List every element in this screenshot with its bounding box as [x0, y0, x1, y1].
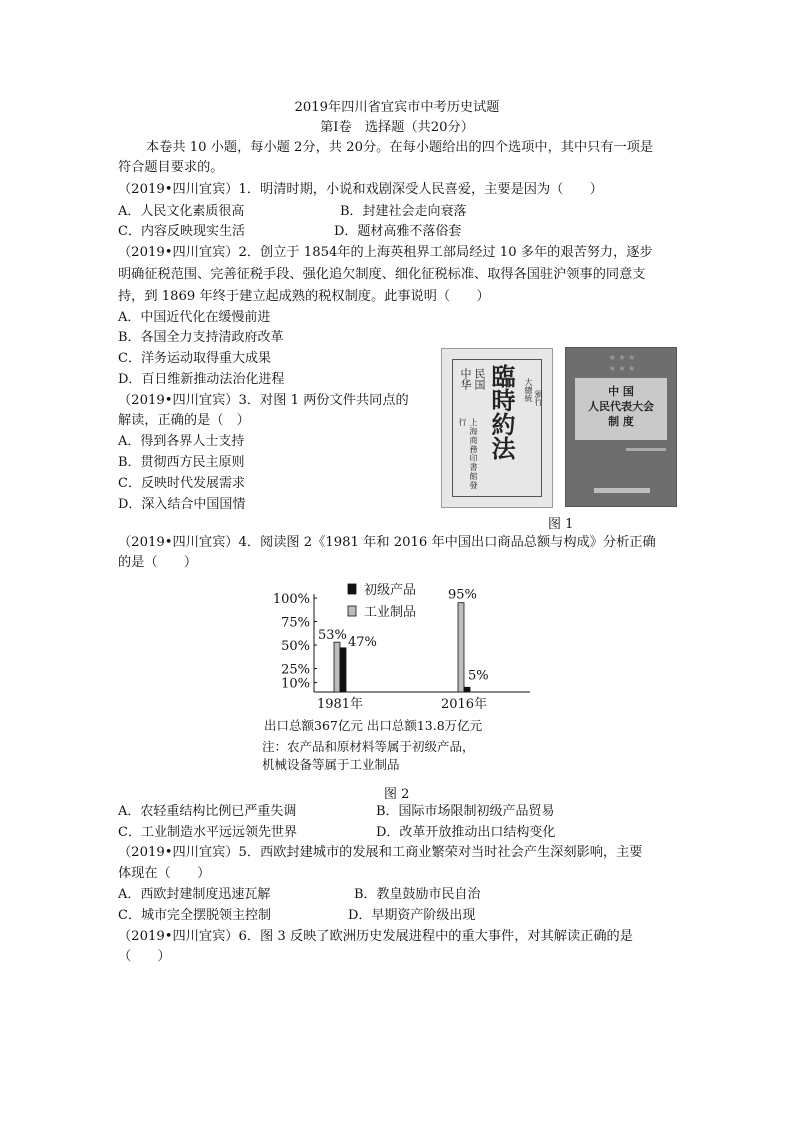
q3-source: （2019•四川宜宾）	[118, 393, 239, 408]
section-heading: 第Ⅰ卷 选择题（共20分）	[320, 120, 474, 135]
q3-option-d[interactable]: D．深入结合中国国情	[118, 497, 246, 512]
figure2-export-chart	[262, 576, 542, 716]
q2-option-a[interactable]: A．中国近代化在缓慢前进	[118, 310, 271, 325]
figure2-export-totals: 出口总额367亿元 出口总额13.8万亿元	[264, 718, 483, 733]
book-title-line-3: 制 度	[608, 415, 634, 428]
q1-stem-text: 1．明清时期，小说和戏剧深受人民喜爱，主要是因为（ ）	[238, 182, 603, 197]
q3-stem-text-1: 3．对图 1 两份文件共同点的	[238, 393, 409, 408]
data-label-primary-0: 47%	[348, 634, 377, 650]
legend-swatch-industrial	[348, 606, 356, 616]
bar-industrial-0	[334, 642, 340, 692]
q2-stem	[118, 243, 653, 263]
q4-source: （2019•四川宜宾）	[118, 535, 239, 550]
legend-label-industrial: 工业制品	[364, 605, 417, 620]
q4-option-a[interactable]: A．农轻重结构比例已严重失调	[118, 804, 297, 819]
q3-stem-line-2: 解读，正确的是（ ）	[118, 413, 250, 428]
q4-stem-line-2: 的是（ ）	[118, 555, 198, 570]
cover-col-a: 中华	[459, 368, 472, 390]
book-title-line-1: 中 国	[608, 385, 634, 398]
legend-swatch-primary	[348, 584, 356, 594]
x-tick-label-0: 1981年	[316, 697, 364, 712]
figure1-provisional-constitution-cover	[441, 348, 553, 508]
cover-publisher: 上海商務印書館發行	[458, 418, 478, 490]
x-tick-label-1: 2016年	[440, 697, 488, 712]
q1-option-a[interactable]: A．人民文化素质很高	[118, 204, 245, 219]
cover-small-2: 頒行	[534, 390, 543, 406]
q2-stem-text-1: 2．创立于 1854年的上海英租界工部局经过 10 多年的艰苦努力，逐步	[238, 245, 653, 260]
q5-option-b[interactable]: B．教皇鼓励市民自治	[354, 887, 481, 902]
q6-source: （2019•四川宜宾）	[118, 929, 239, 944]
star-emblem-icon: ★ ★ ★ ★ ★ ★	[608, 353, 636, 373]
q3-stem	[118, 391, 409, 411]
q2-option-c[interactable]: C．洋务运动取得重大成果	[118, 351, 271, 366]
y-tick-label: 25%	[281, 662, 310, 678]
q2-stem-line-3: 持，到 1869 年终于建立起成熟的税权制度。此事说明（ ）	[118, 289, 490, 304]
q1-option-c[interactable]: C．内容反映现实生活	[118, 224, 245, 239]
q2-option-b[interactable]: B．各国全力支持清政府改革	[118, 330, 284, 345]
data-label-industrial-1: 95%	[448, 587, 477, 603]
q4-option-d[interactable]: D．改革开放推动出口结构变化	[376, 825, 556, 840]
q2-stem-line-2: 明确征税范围、完善征税手段、强化追欠制度、细化征税标准、取得各国驻沪领事的同意支	[118, 267, 646, 282]
q5-stem-text-1: 5．西欧封建城市的发展和工商业繁荣对当时社会产生深刻影响，主要	[238, 845, 643, 860]
book-title-box	[575, 378, 667, 440]
intro-line-2: 符合题目要求的。	[118, 160, 224, 175]
q3-option-b[interactable]: B．贯彻西方民主原则	[118, 455, 245, 470]
q6-stem	[118, 927, 633, 947]
y-tick-label: 100%	[272, 592, 310, 607]
q5-option-a[interactable]: A．西欧封建制度迅速瓦解	[118, 887, 271, 902]
q6-stem-text-1: 6．图 3 反映了欧洲历史发展进程中的重大事件，对其解读正确的是	[238, 929, 633, 944]
figure2-caption: 图 2	[384, 787, 410, 802]
book-author-bar	[626, 448, 666, 451]
exam-title: 2019年四川省宜宾市中考历史试题	[294, 100, 500, 115]
bar-primary-1	[464, 687, 470, 692]
y-tick-label: 50%	[281, 639, 310, 654]
q5-source: （2019•四川宜宾）	[118, 845, 239, 860]
intro-line-1: 本卷共 10 小题，每小题 2分，共 20分。在每小题给出的四个选项中，其中只有一项是	[146, 140, 654, 155]
q2-option-d[interactable]: D．百日维新推动法治化进程	[118, 372, 285, 387]
book-publisher-bar	[594, 488, 650, 493]
q1-stem	[118, 180, 603, 200]
cover-frame	[452, 359, 542, 497]
figure1-caption: 图 1	[548, 517, 574, 532]
q3-option-c[interactable]: C．反映时代发展需求	[118, 476, 245, 491]
cover-small-1: 大總統	[524, 378, 533, 402]
q4-option-b[interactable]: B．国际市场限制初级产品贸易	[376, 804, 555, 819]
legend-label-primary: 初级产品	[364, 583, 417, 598]
q1-option-b[interactable]: B．封建社会走向衰落	[340, 204, 467, 219]
q6-stem-line-2: （ ）	[118, 949, 171, 964]
q5-option-c[interactable]: C．城市完全摆脱领主控制	[118, 908, 271, 923]
figure1-peoples-congress-book-cover	[565, 347, 677, 507]
data-label-industrial-0: 53%	[318, 628, 347, 644]
q5-option-d[interactable]: D．早期资产阶级出现	[348, 908, 476, 923]
q4-option-c[interactable]: C．工业制造水平远远领先世界	[118, 825, 297, 840]
q5-stem	[118, 843, 642, 863]
q1-source: （2019•四川宜宾）	[118, 182, 239, 197]
q4-stem	[118, 533, 656, 553]
q3-option-a[interactable]: A．得到各界人士支持	[118, 434, 245, 449]
data-label-primary-1: 5%	[468, 668, 489, 684]
figure2-note-line-2: 机械设备等属于工业制品	[262, 757, 400, 772]
book-title-line-2: 人民代表大会	[588, 400, 654, 413]
y-tick-label: 75%	[281, 615, 310, 631]
q2-source: （2019•四川宜宾）	[118, 245, 239, 260]
q4-stem-text-1: 4．阅读图 2《1981 年和 2016 年中国出口商品总额与构成》分析正确	[238, 535, 656, 550]
bar-primary-0	[340, 648, 346, 692]
q1-option-d[interactable]: D．题材高雅不落俗套	[334, 224, 462, 239]
q5-stem-line-2: 体现在（ ）	[118, 866, 211, 881]
cover-big-title: 臨時約法	[487, 364, 516, 460]
bar-industrial-1	[458, 603, 464, 692]
cover-col-b: 民国	[473, 368, 486, 390]
y-tick-label: 10%	[281, 676, 310, 692]
figure2-note-line-1: 注：农产品和原材料等属于初级产品，	[262, 739, 475, 754]
